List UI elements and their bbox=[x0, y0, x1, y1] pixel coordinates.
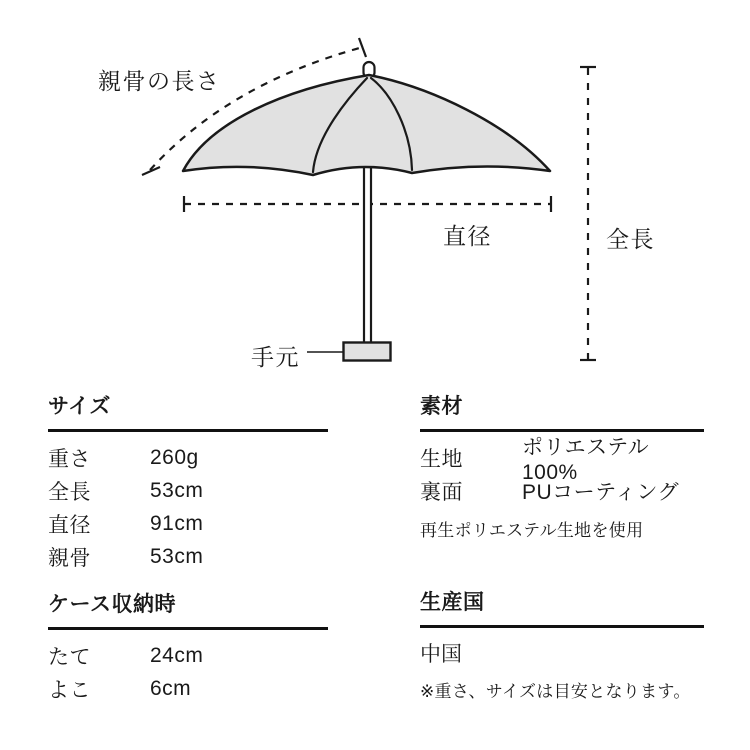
spec-label: 全長 bbox=[48, 480, 91, 504]
spec-row-width bbox=[48, 672, 328, 705]
spec-row-total-length bbox=[48, 474, 328, 507]
material-section bbox=[420, 394, 704, 541]
spec-value: PUコーティング bbox=[522, 480, 680, 504]
diameter-label: 直径 bbox=[443, 223, 492, 249]
spec-row-backside bbox=[420, 474, 704, 507]
spec-row-rib bbox=[48, 540, 328, 573]
umbrella-canopy bbox=[183, 75, 550, 175]
total-length-label: 全長 bbox=[606, 226, 655, 252]
handle-label: 手元 bbox=[251, 344, 300, 370]
origin-country: 中国 bbox=[420, 642, 462, 666]
spec-value: 91cm bbox=[150, 511, 204, 535]
spec-label: 生地 bbox=[420, 447, 463, 471]
material-rows bbox=[420, 435, 704, 507]
spec-label: よこ bbox=[48, 678, 91, 702]
size-section bbox=[48, 394, 328, 573]
spec-value: 53cm bbox=[150, 544, 204, 568]
umbrella-shaft bbox=[364, 150, 371, 346]
umbrella-handle bbox=[344, 343, 391, 361]
spec-row-diameter bbox=[48, 507, 328, 540]
case-storage-section-title: ケース収納時 bbox=[48, 592, 328, 630]
spec-row-fabric bbox=[420, 435, 704, 484]
spec-row-weight bbox=[48, 441, 328, 474]
size-rows bbox=[48, 441, 328, 573]
spec-value: ポリエステル100% bbox=[522, 435, 650, 484]
origin-section bbox=[420, 590, 704, 702]
spec-value: 24cm bbox=[150, 643, 204, 667]
spec-value: 6cm bbox=[150, 676, 192, 700]
spec-label: 重さ bbox=[48, 447, 91, 471]
spec-row-height bbox=[48, 639, 328, 672]
spec-value: 53cm bbox=[150, 478, 204, 502]
rib-length-arc-end-tick bbox=[359, 38, 366, 57]
spec-label: たて bbox=[48, 645, 91, 669]
spec-value: 260g bbox=[150, 445, 199, 469]
origin-disclaimer-note: ※重さ、サイズは目安となります。 bbox=[420, 682, 691, 701]
rib-length-label: 親骨の長さ bbox=[98, 68, 221, 94]
material-section-title: 素材 bbox=[420, 394, 704, 432]
case-storage-rows bbox=[48, 639, 328, 705]
spec-label: 直径 bbox=[48, 513, 91, 537]
case-storage-section bbox=[48, 592, 328, 705]
spec-label: 裏面 bbox=[420, 480, 463, 504]
size-section-title: サイズ bbox=[48, 394, 328, 432]
spec-label: 親骨 bbox=[48, 546, 91, 570]
material-note: 再生ポリエステル生地を使用 bbox=[420, 521, 644, 540]
origin-section-title: 生産国 bbox=[420, 590, 704, 628]
